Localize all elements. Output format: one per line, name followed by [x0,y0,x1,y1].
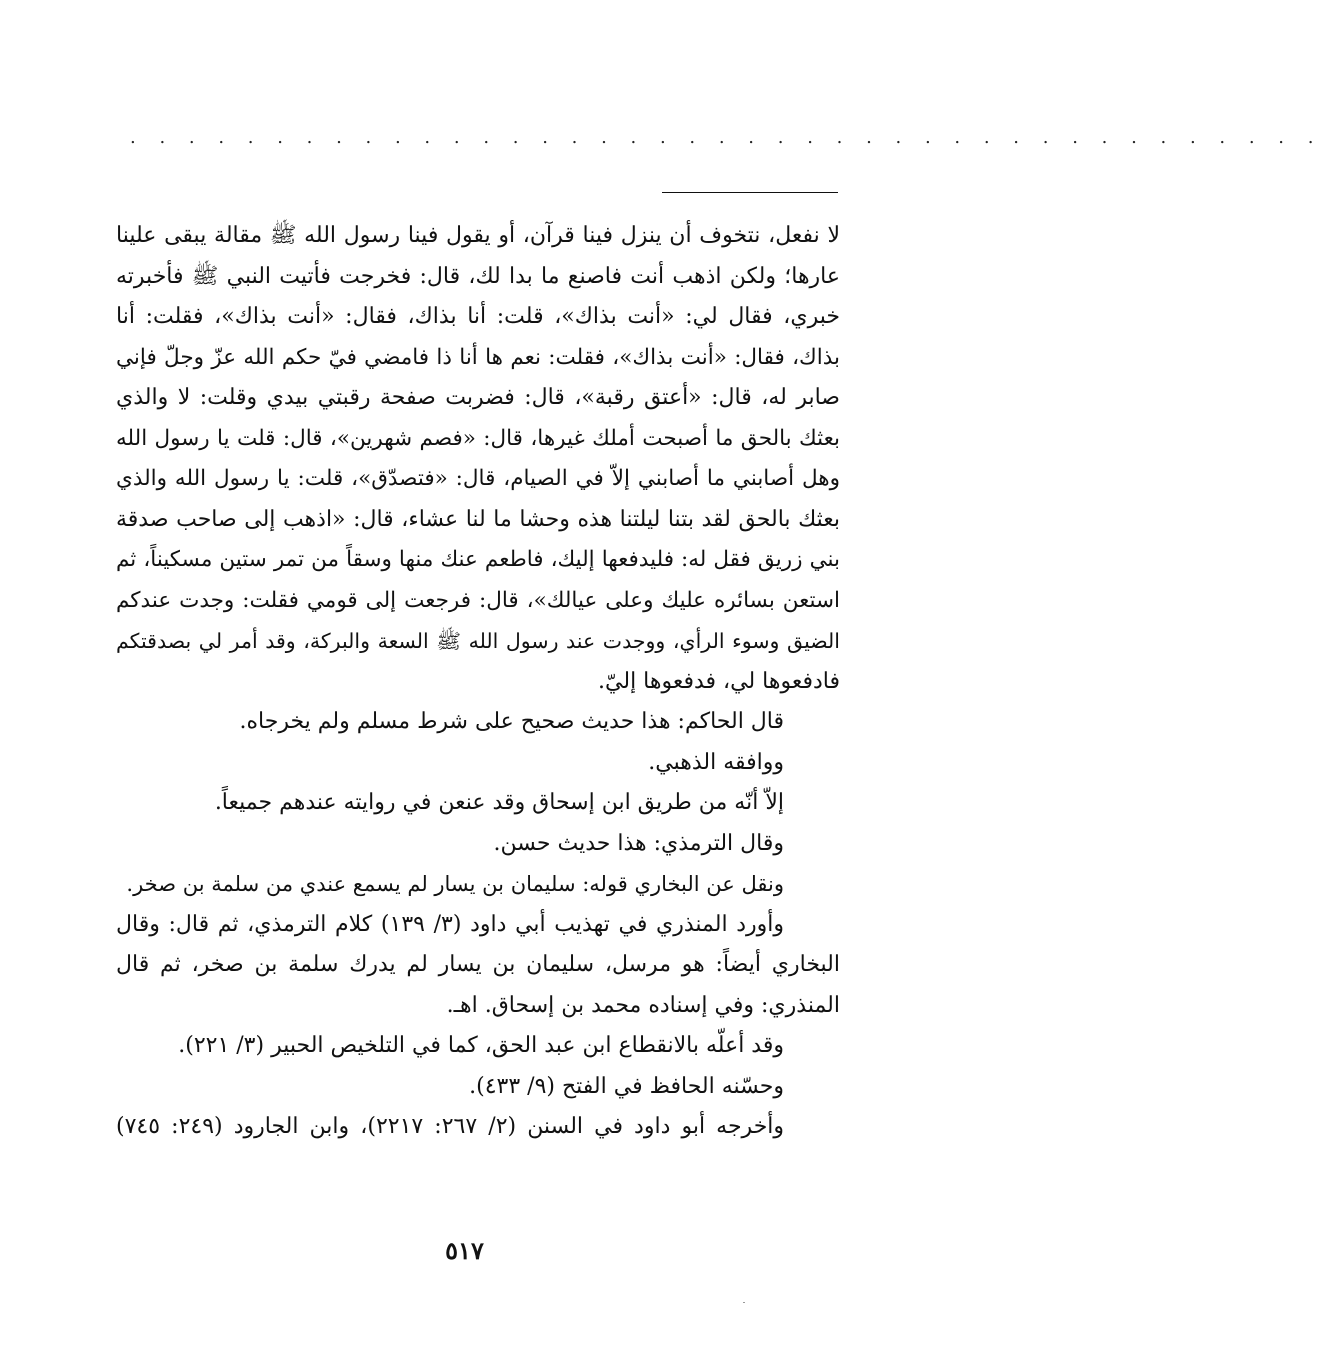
text-line: بعثك بالحق لقد بتنا ليلتنا هذه وحشا ما لنا عشاء، قال: «اذهب إلى صاحب صدقة [116,506,840,532]
text-line: وحسّنه الحافظ في الفتح (٩/ ٤٣٣). [469,1073,784,1099]
page-number: ٥١٧ [445,1236,484,1265]
text-line: وأخرجه أبو داود في السنن (٢/ ٢٦٧: ٢٢١٧)، وابن الجارود (٢٤٩: ٧٤٥) [116,1114,785,1139]
text-line: بذاك، فقال: «أنت بذاك»، فقلت: نعم ها أنا ذا فامضي فيّ حكم الله عزّ وجلّ فإني [116,344,840,370]
text-line: المنذري: وفي إسناده محمد بن إسحاق. اهـ. [446,992,840,1018]
text-line: استعن بسائره عليك وعلى عيالك»، قال: فرجعت إلى قومي فقلت: وجدت عندكم [116,587,840,613]
text-line: بني زريق فقل له: فليدفعها إليك، فاطعم عنك منها وسقاً من تمر ستين مسكيناً، ثم [116,547,840,572]
text-line: لا نفعل، نتخوف أن ينزل فينا قرآن، أو يقول فينا رسول الله ﷺ مقالة يبقى علينا [116,223,840,248]
dotted-separator: . . . . . . . . . . . . . . . . . . . . . . . . . . . . . . . . . . . . . . . . . [130,127,1322,148]
text-line: ووافقه الذهبي. [648,749,784,775]
text-line: الضيق وسوء الرأي، ووجدت عند رسول الله ﷺ السعة والبركة، وقد أمر لي بصدقتكم [116,629,840,653]
text-line: فادفعوها لي، فدفعوها إليّ. [598,668,840,694]
text-line: وقد أعلّه بالانقطاع ابن عبد الحق، كما في التلخيص الحبير (٣/ ٢٢١). [178,1033,784,1058]
text-line: بعثك بالحق ما أصبحت أملك غيرها، قال: «فصم شهرين»، قال: قلت يا رسول الله [116,425,840,451]
text-line: قال الحاكم: هذا حديث صحيح على شرط مسلم ولم يخرجاه. [239,709,784,734]
text-line: خبري، فقال لي: «أنت بذاك»، قلت: أنا بذاك، فقال: «أنت بذاك»، فقلت: أنا [116,304,840,329]
text-line: عارها؛ ولكن اذهب أنت فاصنع ما بدا لك، قال: فخرجت فأتيت النبي ﷺ فأخبرته [116,263,840,289]
scan-speck [743,1302,745,1303]
text-line: البخاري أيضاً: هو مرسل، سليمان بن يسار لم يدرك سلمة بن صخر، ثم قال [116,952,840,977]
text-line: صابر له، قال: «أعتق رقبة»، قال: فضربت صفحة رقبتي بيدي وقلت: لا والذي [116,385,840,410]
text-line: وأورد المنذري في تهذيب أبي داود (٣/ ١٣٩) كلام الترمذي، ثم قال: وقال [116,911,785,937]
text-line: ونقل عن البخاري قوله: سليمان بن يسار لم يسمع عندي من سلمة بن صخر. [126,872,784,896]
text-line: إلاّ أنّه من طريق ابن إسحاق وقد عنعن في روايته عندهم جميعاً. [214,790,784,815]
text-line: وقال الترمذي: هذا حديث حسن. [493,830,784,856]
text-line: وهل أصابني ما أصابني إلاّ في الصيام، قال: «فتصدّق»، قلت: يا رسول الله والذي [116,466,840,491]
footnote-rule [662,192,838,193]
body-text [116,216,840,1148]
